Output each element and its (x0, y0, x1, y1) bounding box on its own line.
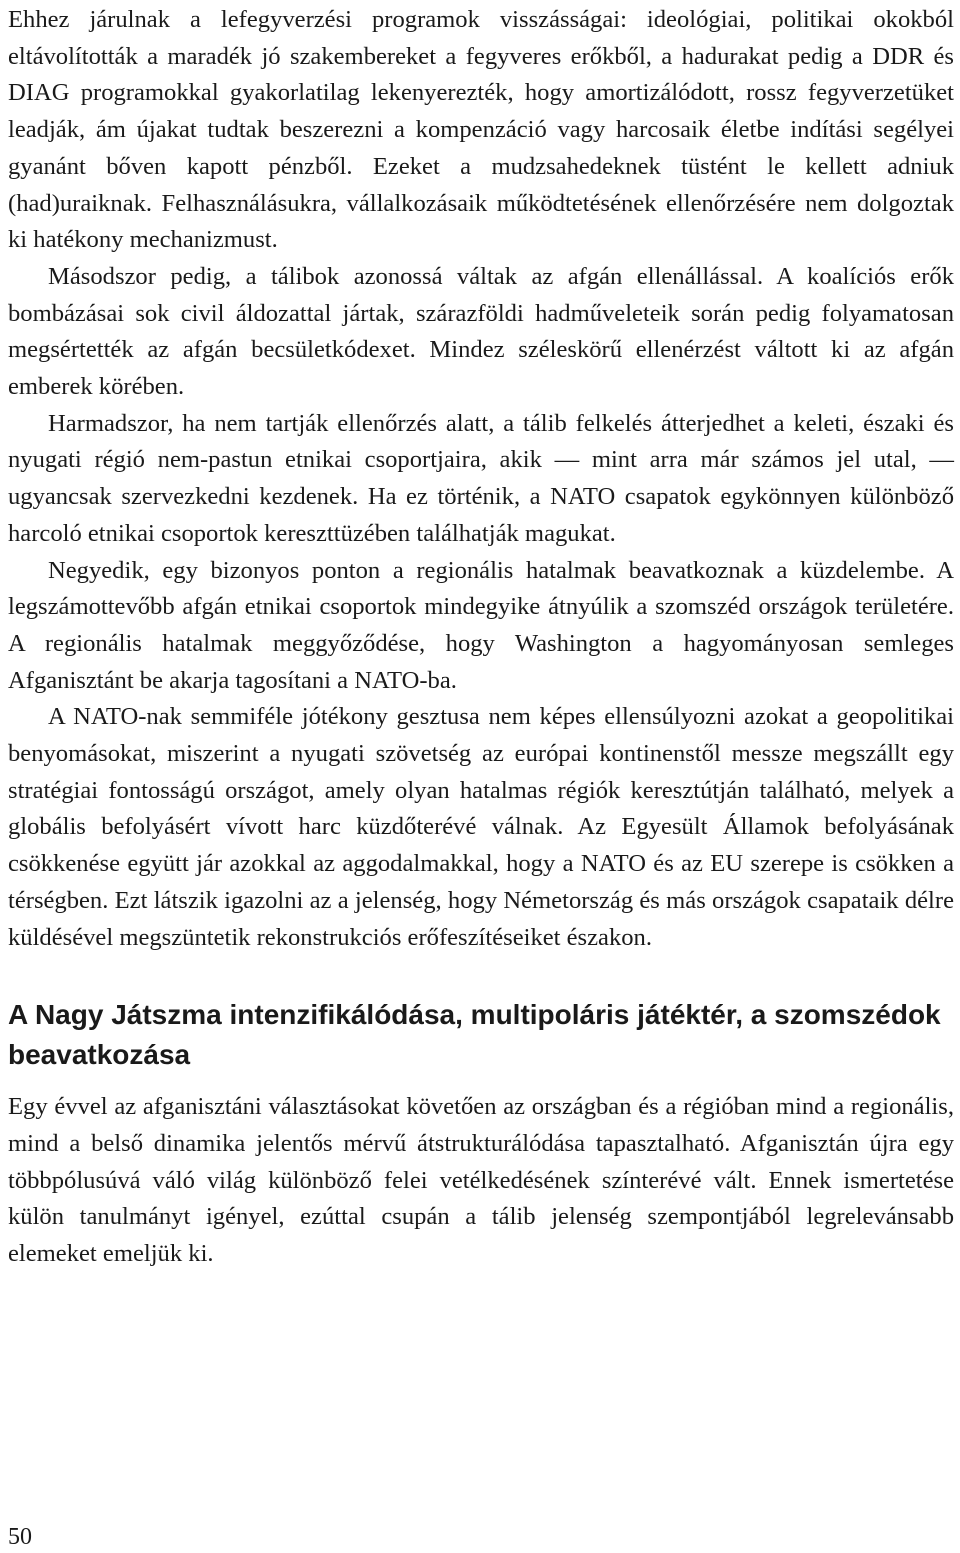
page-number: 50 (8, 1524, 32, 1550)
paragraph-section-intro: Egy évvel az afganisztáni választásokat követően az országban és a régióban mind a regionális, mind a belső dinamika jelentős mérvű átstrukturálódása tapasztalható. Afganisztán újra egy többpólusúvá váló világ különböző felei vetélkedésének színterévé vált. Ennek ismertetése külön tanulmányt igényel, ezúttal csupán a tálib jelenség szempontjából legrelevánsabb elemeket emeljük ki. (8, 1093, 954, 1268)
paragraph-second-point: Másodszor pedig, a tálibok azonossá váltak az afgán ellenállással. A koalíciós erők bombázásai sok civil áldozattal jártak, szárazföldi hadműveleteik során pedig folyamatosan megsértették az afgán becsületkódexet. Mindez széleskörű ellenérzést váltott ki az afgán emberek körében. (8, 262, 954, 401)
paragraph-disarmament: Ehhez járulnak a lefegyverzési programok visszásságai: ideológiai, politikai okokból eltávolították a maradék jó szakembereket a fegyveres erőkből, a hadurakat pedig a DDR és DIAG programokkal gyakorlatilag lekenyerezték, hogy amortizálódott, rossz fegyverzetüket leadják, ám újakat tudtak beszerezni a kompenzáció vagy harcosaik életbe indítási segélyei gyanánt bőven kapott pénzből. Ezeket a mudzsahedeknek tüstént le kellett adniuk (had)uraiknak. Felhasználásukra, vállalkozásaik működtetésének ellenőrzésére nem dolgoztak ki hatékony mechanizmust. (8, 6, 954, 254)
paragraph-third-point: Harmadszor, ha nem tartják ellenőrzés alatt, a tálib felkelés átterjedhet a keleti, északi és nyugati régió nem-pastun etnikai csoportjaira, akik — mint arra már számos jel utal, — ugyancsak szervezkedni kezdenek. Ha ez történik, a NATO csapatok egykönnyen különböző harcoló etnikai csoportok kereszttüzében találhatják magukat. (8, 409, 954, 547)
paragraph-fourth-point: Negyedik, egy bizonyos ponton a regionális hatalmak beavatkoznak a küzdelembe. A legszámottevőbb afgán etnikai csoportok mindegyike átnyúlik a szomszéd országok területére. A regionális hatalmak meggyőződése, hogy Washington a hagyományosan semleges Afganisztánt be akarja tagosítani a NATO-ba. (8, 556, 954, 694)
document-page (8, 0, 954, 1273)
section-heading: A Nagy Játszma intenzifikálódása, multipoláris játéktér, a szomszédok beavatkozása (8, 999, 941, 1071)
paragraph-nato-gestures: A NATO-nak semmiféle jótékony gesztusa nem képes ellensúlyozni azokat a geopolitikai benyomásokat, miszerint a nyugati szövetség az európai kontinenstől messze megszállt egy stratégiai fontosságú országot, amely olyan hatalmas régiók keresztútján található, melyek a globális befolyásért vívott harc küzdőterévé válnak. Az Egyesült Államok befolyásának csökkenése együtt jár azokkal az aggodalmakkal, hogy a NATO és az EU szerepe is csökken a térségben. Ezt látszik igazolni az a jelenség, hogy Németország és más országok csapataik délre küldésével megszüntetik rekonstrukciós erőfeszítéseiket északon. (8, 703, 954, 951)
